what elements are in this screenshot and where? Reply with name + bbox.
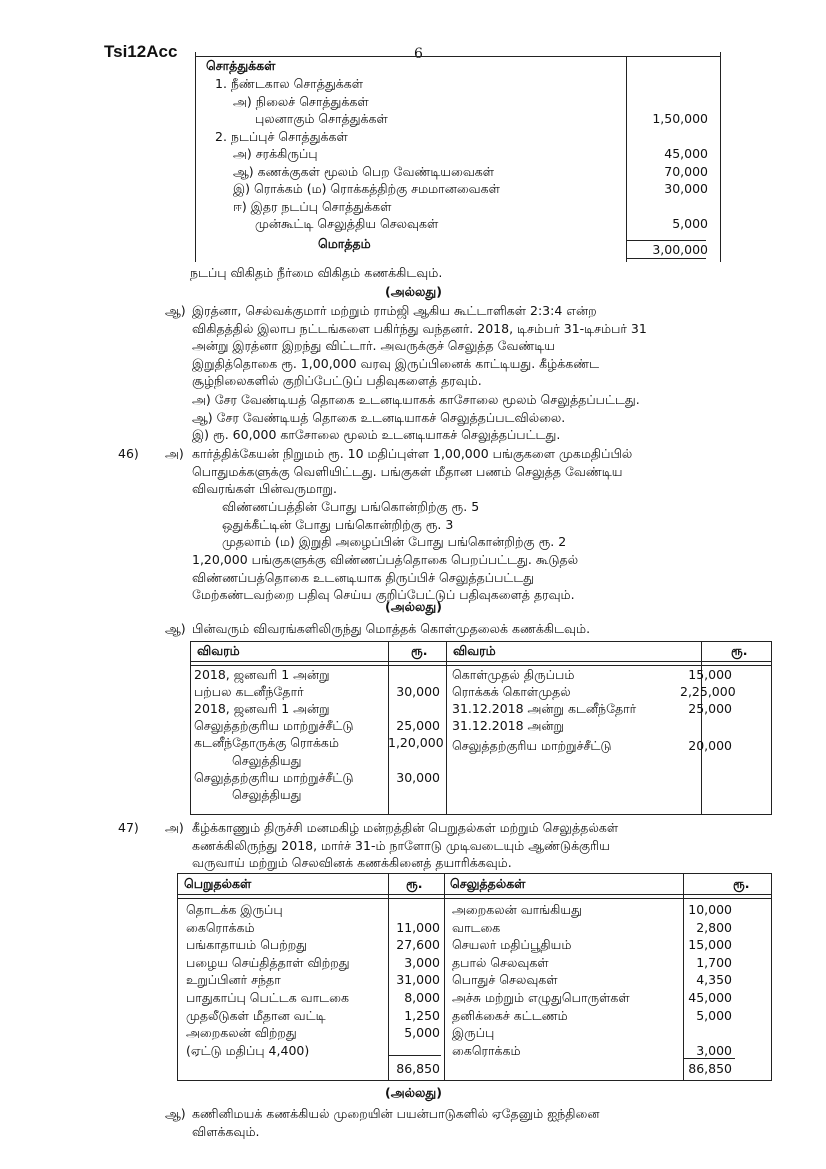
purchases-header-left: விவரம் (197, 643, 240, 658)
receipts-amount: 8,000 (404, 990, 440, 1005)
q47-number: 47) (118, 820, 139, 835)
page-number: 6 (414, 46, 423, 62)
purchases-left-item: 2018, ஜனவரி 1 அன்று (194, 667, 330, 682)
q46-call-line: விண்ணப்பத்தின் போது பங்கொன்றிற்கு ரூ. 5 (222, 499, 480, 514)
payments-amount: 2,800 (696, 919, 732, 935)
q46-call-line: ஒதுக்கீட்டின் போது பங்கொன்றிற்கு ரூ. 3 (222, 516, 454, 532)
receipts-item: உறுப்பினர் சந்தா (186, 972, 281, 988)
q46-b-label: ஆ) (165, 621, 186, 636)
purchases-right-item: செலுத்தற்குரிய மாற்றுச்சீட்டு (452, 738, 612, 753)
payments-item: தனிக்கைச் கட்டணம் (452, 1007, 568, 1023)
payments-amount: 1,700 (696, 954, 732, 970)
purchases-left-amount: 1,20,000 (388, 735, 444, 751)
receipts-item: பழைய செய்தித்தாள் விற்றது (186, 954, 350, 970)
q47-a-label: அ) (165, 820, 184, 835)
q46-after-line: மேற்கண்டவற்றை பதிவு செய்ய குறிப்பேட்டுப் பதிவுகளைத் தரவும். (192, 587, 575, 603)
receipts-item: முதலீடுகள் மீதான வட்டி (186, 1007, 326, 1023)
asset-line: ஈ) இதர நடப்பு சொத்துக்கள் (233, 198, 392, 214)
purchases-header-left-amt: ரூ. (411, 643, 428, 658)
receipts-amount: 5,000 (404, 1025, 440, 1041)
purchases-header-right-amt: ரூ. (731, 643, 748, 658)
purchases-right-item: கொள்முதல் திருப்பம் (452, 667, 575, 682)
q45-sub-line: இ) ரூ. 60,000 காசோலை மூலம் உடனடியாகச் செலுத்தப்பட்டது. (192, 427, 561, 443)
purchases-header-right: விவரம் (453, 643, 496, 658)
assets-total-label: மொத்தம் (318, 236, 371, 251)
payments-item: வாடகை (452, 919, 501, 935)
q45-b-line: இரத்னா, செல்வக்குமார் மற்றும் ராம்ஜி ஆகிய கூட்டாளிகள் 2:3:4 என்ற (192, 303, 597, 318)
purchases-right-item: 31.12.2018 அன்று (452, 718, 565, 733)
q45-sub-line: ஆ) சேர வேண்டியத் தொகை உடனடியாகச் செலுத்தப்படவில்லை. (192, 409, 566, 425)
purchases-right-amount: 25,000 (688, 701, 732, 716)
payments-amount: 45,000 (688, 990, 732, 1005)
q46-a-line: கார்த்திக்கேயன் நிறுமம் ரூ. 10 மதிப்புள்ள 1,00,000 பங்குகளை முகமதிப்பில் (192, 446, 633, 461)
q47-b-label: ஆ) (165, 1106, 186, 1121)
purchases-left-item: பற்பல கடனீந்தோர் (194, 684, 304, 700)
asset-line: முன்கூட்டி செலுத்திய செலவுகள் (255, 216, 439, 231)
asset-line: ஆ) கணக்குகள் மூலம் பெற வேண்டியவைகள் (233, 163, 495, 179)
payments-item: அறைகலன் வாங்கியது (452, 902, 582, 917)
purchases-left-item: செலுத்தற்குரிய மாற்றுச்சீட்டு (194, 718, 354, 734)
payments-header-amt: ரூ. (733, 876, 750, 891)
assets-total-value: 3,00,000 (652, 242, 708, 257)
asset-line: அ) சரக்கிருப்பு (233, 146, 318, 161)
payments-amount: 15,000 (688, 937, 732, 953)
purchases-left-amount: 30,000 (396, 684, 440, 700)
receipts-header-amt: ரூ. (406, 876, 423, 891)
q45-b-line: இறுதித்தொகை ரூ. 1,00,000 வரவு இருப்பினைக் காட்டியது. கீழ்க்கண்ட (192, 355, 600, 371)
payments-item: கைரொக்கம் (452, 1042, 521, 1058)
receipts-item: தொடக்க இருப்பு (186, 902, 283, 917)
q46-or: (அல்லது) (385, 599, 442, 614)
payments-item: இருப்பு (452, 1025, 495, 1041)
purchases-right-item: 31.12.2018 அன்று கடனீந்தோர் (452, 701, 637, 716)
q46-a-line: பொதுமக்களுக்கு வெளியிட்டது. பங்குகள் மீதான பணம் செலுத்த வேண்டிய (192, 463, 623, 479)
purchases-left-item: செலுத்தியது (232, 786, 302, 802)
purchases-left-amount: 25,000 (396, 718, 440, 734)
receipts-item: பங்காதாயம் பெற்றது (186, 937, 308, 953)
asset-value: 30,000 (664, 181, 708, 196)
asset-line: புலனாகும் சொத்துக்கள் (255, 111, 388, 126)
asset-value: 1,50,000 (652, 111, 708, 126)
q46-number: 46) (118, 446, 139, 461)
q47-b-line: விளக்கவும். (192, 1123, 260, 1139)
payments-total: 86,850 (688, 1061, 732, 1076)
purchases-left-item: செலுத்தியது (232, 752, 302, 768)
q45-or: (அல்லது) (385, 284, 442, 299)
purchases-left-item: கடனீந்தோருக்கு ரொக்கம் (194, 735, 339, 751)
q46-after-line: விண்ணப்பத்தொகை உடனடியாக திருப்பிச் செலுத்தப்பட்டது (192, 569, 535, 585)
q45-instruction: நடப்பு விகிதம் நீர்மை விகிதம் கணக்கிடவும். (190, 265, 443, 280)
receipts-item: கைரொக்கம் (186, 919, 255, 935)
asset-line: 1. நீண்டகால சொத்துக்கள் (215, 76, 364, 91)
q46-b-text: பின்வரும் விவரங்களிலிருந்து மொத்தக் கொள்முதலைக் கணக்கிடவும். (192, 621, 591, 636)
receipts-amount: 31,000 (396, 972, 440, 988)
q45-b-line: விகிதத்தில் இலாப நட்டங்களை பகிர்ந்து வந்தனர். 2018, டிசம்பர் 31-டிசம்பர் 31 (192, 320, 647, 336)
asset-value: 70,000 (664, 163, 708, 179)
receipts-amount: 1,250 (404, 1007, 440, 1023)
q46-call-line: முதலாம் (ம) இறுதி அழைப்பின் போது பங்கொன்றிற்கு ரூ. 2 (222, 534, 567, 550)
q46-a-line: விவரங்கள் பின்வருமாறு. (192, 481, 337, 497)
receipts-item: (ஏட்டு மதிப்பு 4,400) (186, 1042, 310, 1058)
payments-amount: 5,000 (696, 1007, 732, 1023)
receipts-item: பாதுகாப்பு பெட்டக வாடகை (186, 990, 349, 1005)
payments-item: பொதுச் செலவுகள் (452, 972, 558, 988)
q47-b-line: கணினிமயக் கணக்கியல் முறையின் பயன்பாடுகளில் ஏதேனும் ஐந்தினை (192, 1106, 600, 1121)
payments-amount: 3,000 (696, 1042, 732, 1058)
receipts-amount: 3,000 (404, 954, 440, 970)
q47-or: (அல்லது) (385, 1085, 442, 1100)
asset-value: 45,000 (664, 146, 708, 161)
q45-sub-line: அ) சேர வேண்டியத் தொகை உடனடியாகக் காசோலை மூலம் செலுத்தப்பட்டது. (192, 392, 640, 407)
asset-line: 2. நடப்புச் சொத்துக்கள் (215, 128, 348, 144)
payments-item: தபால் செலவுகள் (452, 954, 549, 970)
q47-a-line: வருவாய் மற்றும் செலவினக் கணக்கினைத் தயாரிக்கவும். (192, 855, 512, 871)
payments-item: அச்சு மற்றும் எழுதுபொருள்கள் (452, 990, 630, 1005)
payments-header: செலுத்தல்கள் (450, 876, 526, 891)
payments-amount: 10,000 (688, 902, 732, 917)
assets-title: சொத்துக்கள் (206, 58, 276, 73)
payments-amount: 4,350 (696, 972, 732, 988)
q45-b-line: அன்று இரத்னா இறந்து விட்டார். அவருக்குச் செலுத்த வேண்டிய (192, 338, 556, 354)
purchases-left-item: செலுத்தற்குரிய மாற்றுச்சீட்டு (194, 769, 354, 785)
q46-after-line: 1,20,000 பங்குகளுக்கு விண்ணப்பத்தொகை பெறப்பட்டது. கூடுதல் (192, 552, 579, 567)
receipts-total: 86,850 (396, 1061, 440, 1076)
q45-b-label: ஆ) (165, 303, 186, 318)
receipts-item: அறைகலன் விற்றது (186, 1025, 297, 1041)
document-code: Tsi12Acc (104, 42, 178, 61)
receipts-amount: 11,000 (396, 919, 440, 935)
purchases-right-amount: 15,000 (688, 667, 732, 682)
q46-a-label: அ) (165, 446, 184, 461)
asset-line: இ) ரொக்கம் (ம) ரொக்கத்திற்கு சமமானவைகள் (233, 181, 500, 196)
asset-line: அ) நிலைச் சொத்துக்கள் (233, 93, 369, 109)
payments-item: செயலர் மதிப்பூதியம் (452, 937, 572, 953)
purchases-right-item: ரொக்கக் கொள்முதல் (452, 684, 571, 699)
receipts-header: பெறுதல்கள் (184, 876, 252, 891)
purchases-right-amount: 20,000 (688, 738, 732, 753)
purchases-left-amount: 30,000 (396, 769, 440, 785)
q47-a-line: கீழ்க்காணும் திருச்சி மனமகிழ் மன்றத்தின் பெறுதல்கள் மற்றும் செலுத்தல்கள் (192, 820, 619, 835)
asset-value: 5,000 (672, 216, 708, 231)
purchases-right-amount: 2,25,000 (680, 684, 736, 699)
receipts-amount: 27,600 (396, 937, 440, 953)
q45-b-line: சூழ்நிலைகளில் குறிப்பேட்டுப் பதிவுகளைத் தரவும். (192, 373, 482, 389)
q47-a-line: கணக்கிலிருந்து 2018, மார்ச் 31-ம் நாளோடு முடிவடையும் ஆண்டுக்குரிய (192, 837, 610, 853)
purchases-left-item: 2018, ஜனவரி 1 அன்று (194, 701, 330, 717)
